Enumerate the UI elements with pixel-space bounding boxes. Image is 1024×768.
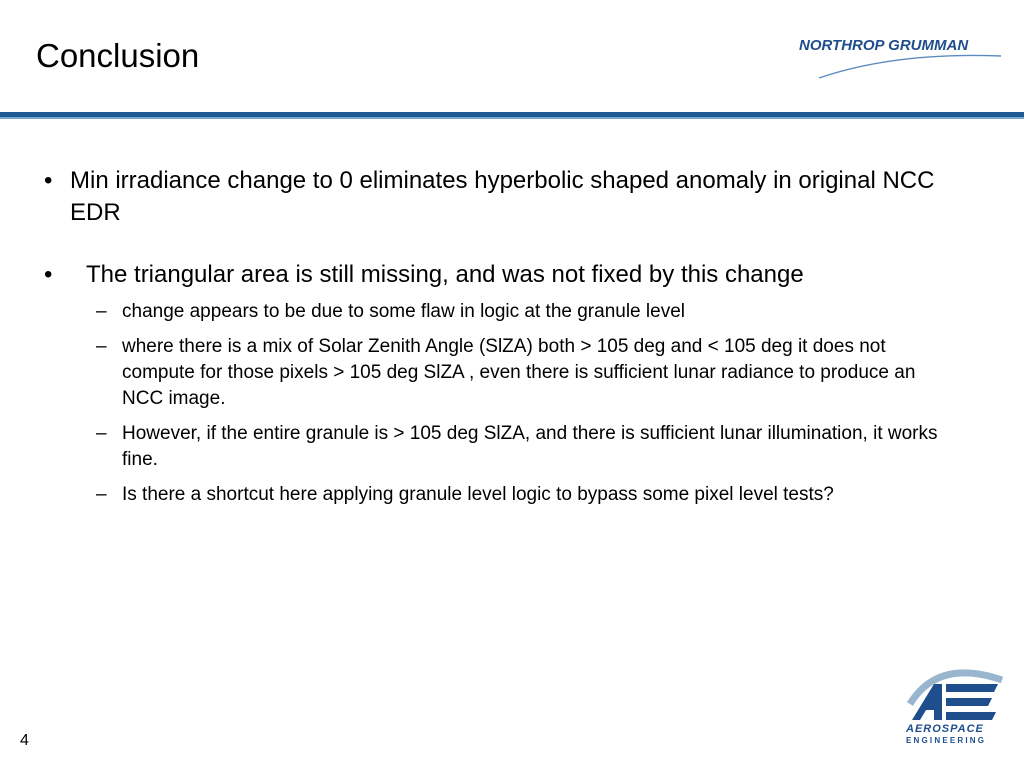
bullet-list bbox=[40, 165, 990, 517]
northrop-grumman-logo-text: NORTHROP GRUMMAN bbox=[799, 37, 969, 54]
bullet-item bbox=[40, 165, 990, 229]
sub-bullet-dash: – bbox=[96, 484, 107, 505]
sub-bullet-text: where there is a mix of Solar Zenith Angle (SlZA) both > 105 deg and < 105 deg it does not compute for those pixels > 105 deg SlZA , even there is sufficient lunar radiance to produce an NCC image. bbox=[122, 336, 916, 409]
sub-bullet-dash: – bbox=[96, 301, 107, 322]
sub-bullet-list bbox=[40, 299, 990, 508]
header-rule-highlight bbox=[0, 117, 1024, 119]
bullet-dot: • bbox=[44, 167, 53, 194]
sub-bullet-item bbox=[40, 482, 952, 508]
slide-title: Conclusion bbox=[36, 37, 200, 74]
bullet-text: Min irradiance change to 0 eliminates hyperbolic shaped anomaly in original NCC EDR bbox=[70, 167, 935, 226]
sub-bullet-dash: – bbox=[96, 336, 107, 357]
aerospace-logo-line1: AEROSPACE bbox=[906, 723, 984, 735]
page-number: 4 bbox=[20, 732, 29, 749]
sub-bullet-text: change appears to be due to some flaw in logic at the granule level bbox=[122, 301, 685, 322]
bullet-item bbox=[40, 259, 990, 291]
sub-bullet-text: However, if the entire granule is > 105 deg SlZA, and there is sufficient lunar illumination, it works fine. bbox=[122, 423, 938, 470]
aerospace-engineering-logo bbox=[898, 660, 1008, 750]
sub-bullet-item bbox=[40, 334, 952, 412]
sub-bullet-dash: – bbox=[96, 423, 107, 444]
sub-bullet-text: Is there a shortcut here applying granule level logic to bypass some pixel level tests? bbox=[122, 484, 834, 505]
northrop-grumman-logo bbox=[795, 28, 1005, 84]
sub-bullet-item bbox=[40, 421, 952, 473]
bullet-dot: • bbox=[44, 261, 53, 288]
sub-bullet-item bbox=[40, 299, 952, 325]
bullet-text: The triangular area is still missing, and was not fixed by this change bbox=[86, 261, 804, 288]
aerospace-logo-line2: ENGINEERING bbox=[906, 736, 987, 745]
